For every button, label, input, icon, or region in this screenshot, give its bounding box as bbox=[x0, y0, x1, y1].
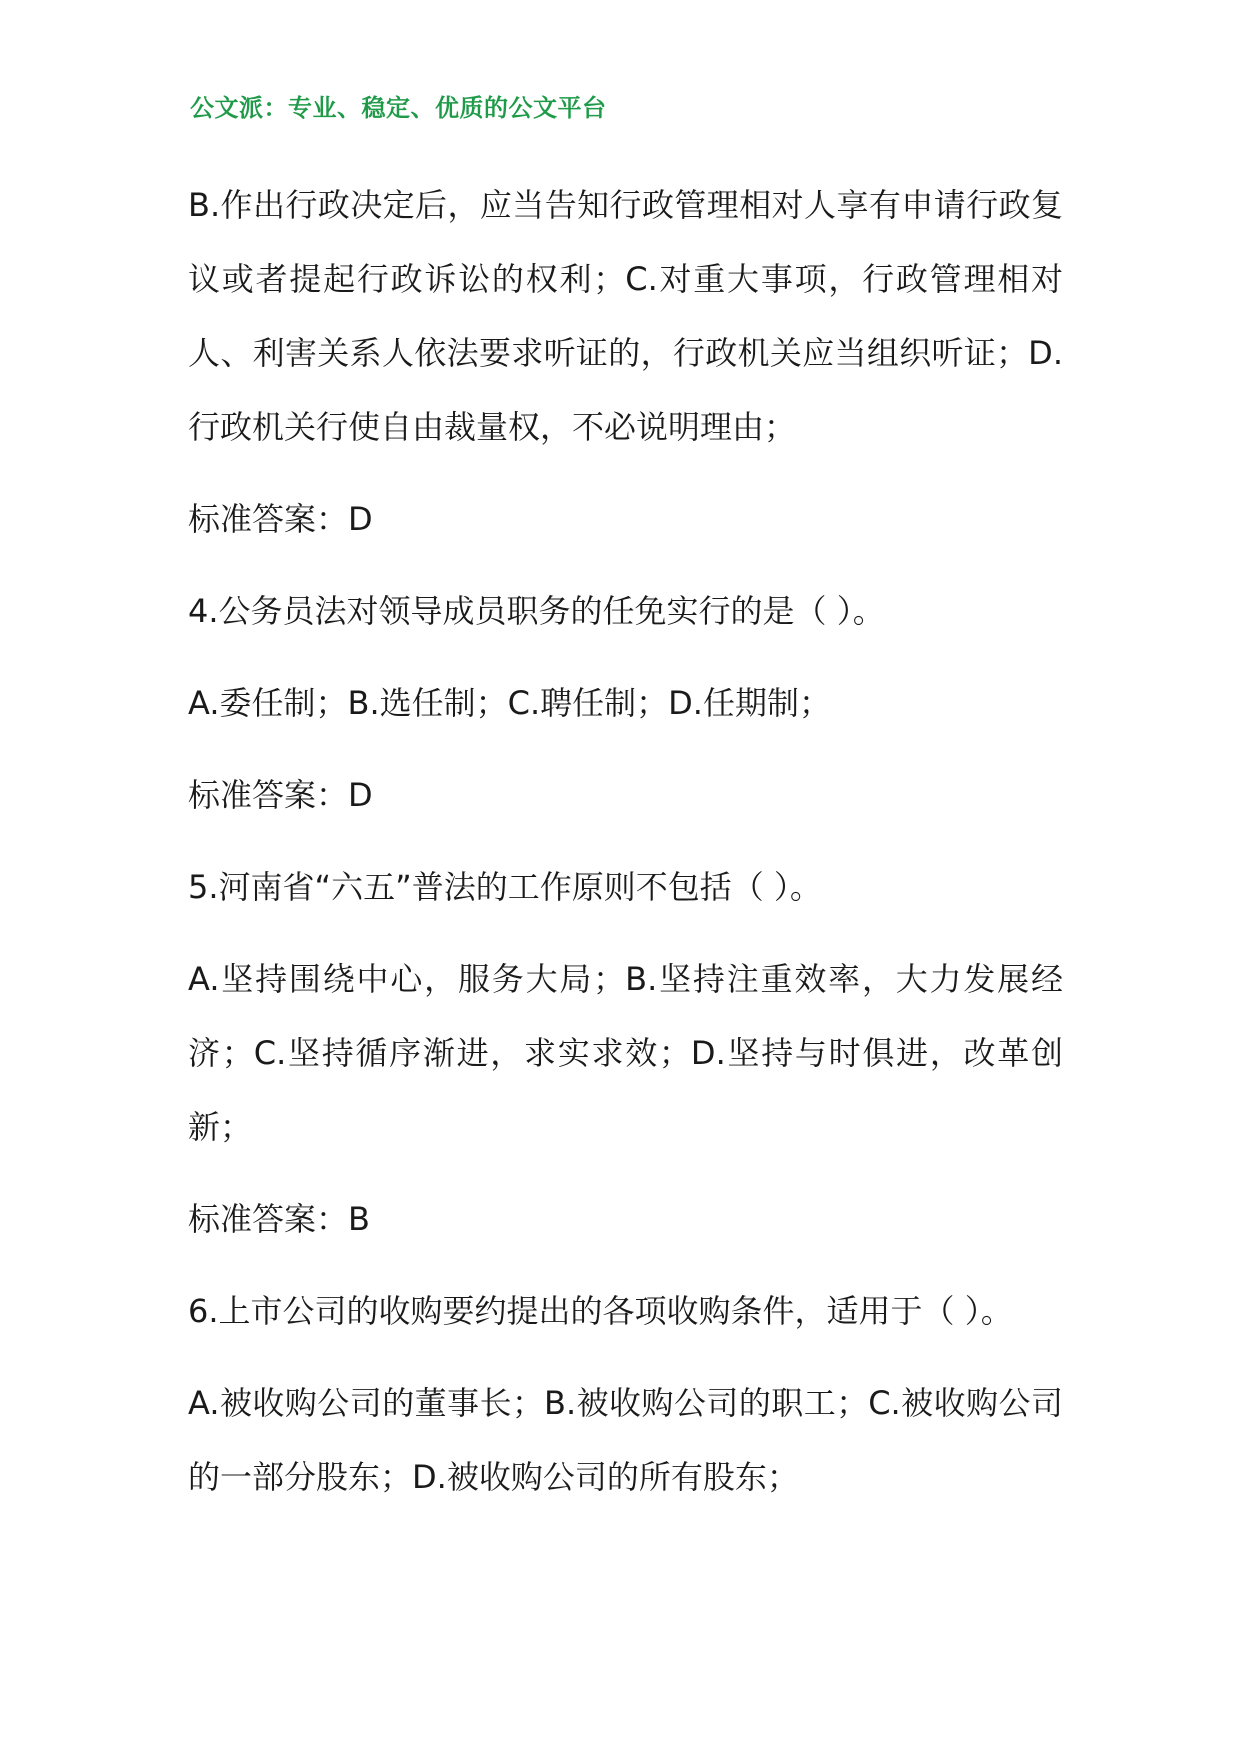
answer-5: 标准答案：B bbox=[188, 1200, 370, 1238]
answer-3: 标准答案：D bbox=[188, 500, 373, 538]
question-4-options: A.委任制；B.选任制；C.聘任制；D.任期制； bbox=[188, 684, 831, 722]
question-3-options-continued: B.作出行政决定后，应当告知行政管理相对人享有申请行政复议或者提起行政诉讼的权利；C.对重大事项，行政管理相对人、利害关系人依法要求听证的，行政机关应当组织听证；D.行政机关行使自由裁量权，不必说明理由； bbox=[188, 186, 1063, 446]
question-6-options: A.被收购公司的董事长；B.被收购公司的职工；C.被收购公司的一部分股东；D.被收购公司的所有股东； bbox=[188, 1384, 1063, 1496]
document-body bbox=[188, 168, 1063, 1532]
question-5-options: A.坚持围绕中心，服务大局；B.坚持注重效率，大力发展经济；C.坚持循序渐进，求实求效；D.坚持与时俱进，改革创新； bbox=[188, 960, 1063, 1146]
question-6: 6.上市公司的收购要约提出的各项收购条件，适用于（ ）。 bbox=[188, 1292, 1013, 1330]
header-title: 公文派：专业、稳定、优质的公文平台 bbox=[190, 94, 607, 122]
question-4: 4.公务员法对领导成员职务的任免实行的是（ ）。 bbox=[188, 592, 885, 630]
answer-4: 标准答案：D bbox=[188, 776, 373, 814]
question-5: 5.河南省“六五”普法的工作原则不包括（ ）。 bbox=[188, 868, 822, 906]
